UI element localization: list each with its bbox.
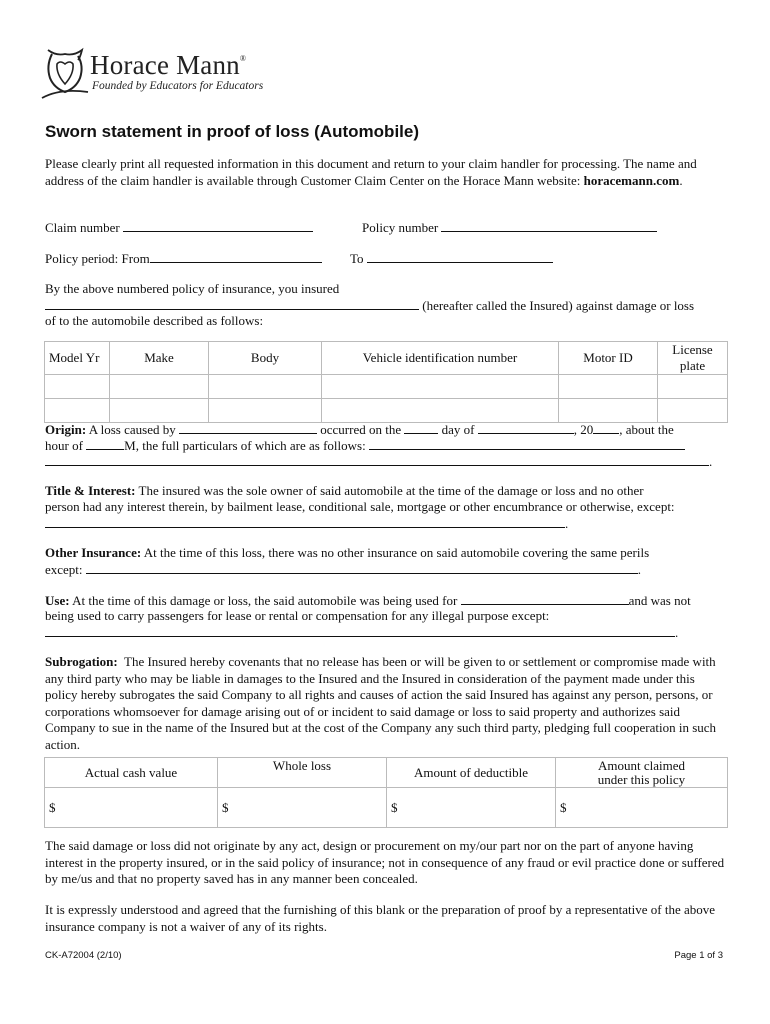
title-interest-line2: person had any interest therein, by bailment lease, conditional sale, mortgage or other encumbrance or otherwise, except:	[45, 499, 675, 514]
page-number: Page 1 of 3	[674, 950, 723, 961]
vehicle-header-vin: Vehicle identification number	[322, 342, 559, 375]
vehicle-cell[interactable]	[559, 375, 658, 399]
vehicle-header-license-plate: License plate	[658, 342, 728, 375]
page-title: Sworn statement in proof of loss (Automobile)	[45, 122, 419, 141]
vehicle-cell[interactable]	[110, 375, 209, 399]
amount-claimed-field[interactable]: $	[556, 788, 728, 828]
origin-line3[interactable]: .	[45, 453, 712, 470]
vehicle-header-motor-id: Motor ID	[559, 342, 658, 375]
vehicle-header-body: Body	[209, 342, 322, 375]
insured-intro: By the above numbered policy of insurance, you insured	[45, 281, 340, 296]
use-line1[interactable]: Use: At the time of this damage or loss, the said automobile was being used for and was not	[45, 593, 691, 608]
owl-icon	[40, 44, 90, 100]
amount-header-whole-loss: Whole loss	[218, 758, 387, 788]
origin-line1[interactable]: Origin: A loss caused by occurred on the day of , 20 , about the	[45, 422, 674, 437]
amount-header-amount-claimed: Amount claimed under this policy	[556, 758, 728, 788]
deductible-field[interactable]: $	[387, 788, 556, 828]
policy-number-field[interactable]: Policy number	[362, 219, 657, 236]
vehicle-cell[interactable]	[209, 375, 322, 399]
website-link: horacemann.com	[583, 172, 680, 188]
form-id: CK-A72004 (2/10)	[45, 950, 122, 961]
amount-header-deductible: Amount of deductible	[387, 758, 556, 788]
use-line2: being used to carry passengers for lease or rental or compensation for any illegal purpose except:	[45, 608, 550, 623]
brand-logo	[40, 44, 90, 100]
title-interest-line1: Title & Interest: The insured was the sole owner of said automobile at the time of the damage or loss and no other	[45, 483, 644, 498]
other-insurance-line1: Other Insurance: At the time of this loss, there was no other insurance on said automobile covering the same perils	[45, 545, 650, 560]
vehicle-cell[interactable]	[322, 399, 559, 423]
policy-period-from-field[interactable]: Policy period: From	[45, 250, 322, 267]
vehicle-cell[interactable]	[45, 399, 110, 423]
waiver-paragraph: It is expressly understood and agreed that the furnishing of this blank or the preparation of proof by a representative of the above insurance company is not a waiver of any of its rights.	[45, 902, 716, 934]
brand-tagline: Founded by Educators for Educators	[92, 80, 264, 92]
amount-header-actual-cash-value: Actual cash value	[45, 758, 218, 788]
title-interest-exception-field[interactable]: .	[45, 515, 568, 532]
vehicle-cell[interactable]	[209, 399, 322, 423]
declaration-paragraph: The said damage or loss did not originate by any act, design or procurement on my/our part nor on the part of anyone having interest in the property insured, or in the said policy of insurance; not in consequence of any fraud or evil practice done or suffered by me/us and that no property saved has in any manner been concealed.	[45, 838, 725, 886]
other-insurance-exception-field[interactable]: except: .	[45, 562, 642, 577]
vehicle-cell[interactable]	[658, 399, 728, 423]
vehicle-cell[interactable]	[322, 375, 559, 399]
insured-description: of to the automobile described as follows:	[45, 313, 264, 328]
vehicle-cell[interactable]	[110, 399, 209, 423]
insured-name-field[interactable]: (hereafter called the Insured) against damage or loss	[45, 297, 694, 314]
whole-loss-field[interactable]: $	[218, 788, 387, 828]
amount-table	[44, 757, 728, 828]
claim-number-field[interactable]: Claim number	[45, 219, 313, 236]
vehicle-header-model-year: Model Yr	[45, 342, 110, 375]
intro-paragraph: Please clearly print all requested information in this document and return to your claim handler for processing. The name and address of the claim handler is available through Customer Claim Center on the Horace Mann website: horacemann.com.	[45, 156, 697, 188]
actual-cash-value-field[interactable]: $	[45, 788, 218, 828]
policy-period-to-field[interactable]: To	[350, 250, 553, 267]
vehicle-cell[interactable]	[45, 375, 110, 399]
vehicle-cell[interactable]	[559, 399, 658, 423]
vehicle-table	[44, 341, 728, 423]
brand-name: Horace Mann®	[90, 50, 247, 80]
use-exception-field[interactable]: .	[45, 624, 678, 641]
subrogation-paragraph: Subrogation: The Insured hereby covenants that no release has been or will be given to or settlement or compromise made with any third party who may be liable in damages to the Insured and the Insured in consideration of the payment made under this policy hereby subrogates the said Company to all rights and causes of action the said Insured has against any person, persons, or corporations whomsoever for damage arising out of or incident to said damage or loss to said property and authorizes said Company to sue in the name of the Insured but at the cost of the Company any such third party, pledging full cooperation in such action.	[45, 654, 717, 752]
vehicle-cell[interactable]	[658, 375, 728, 399]
vehicle-header-make: Make	[110, 342, 209, 375]
origin-line2[interactable]: hour of M, the full particulars of which are as follows:	[45, 437, 685, 454]
